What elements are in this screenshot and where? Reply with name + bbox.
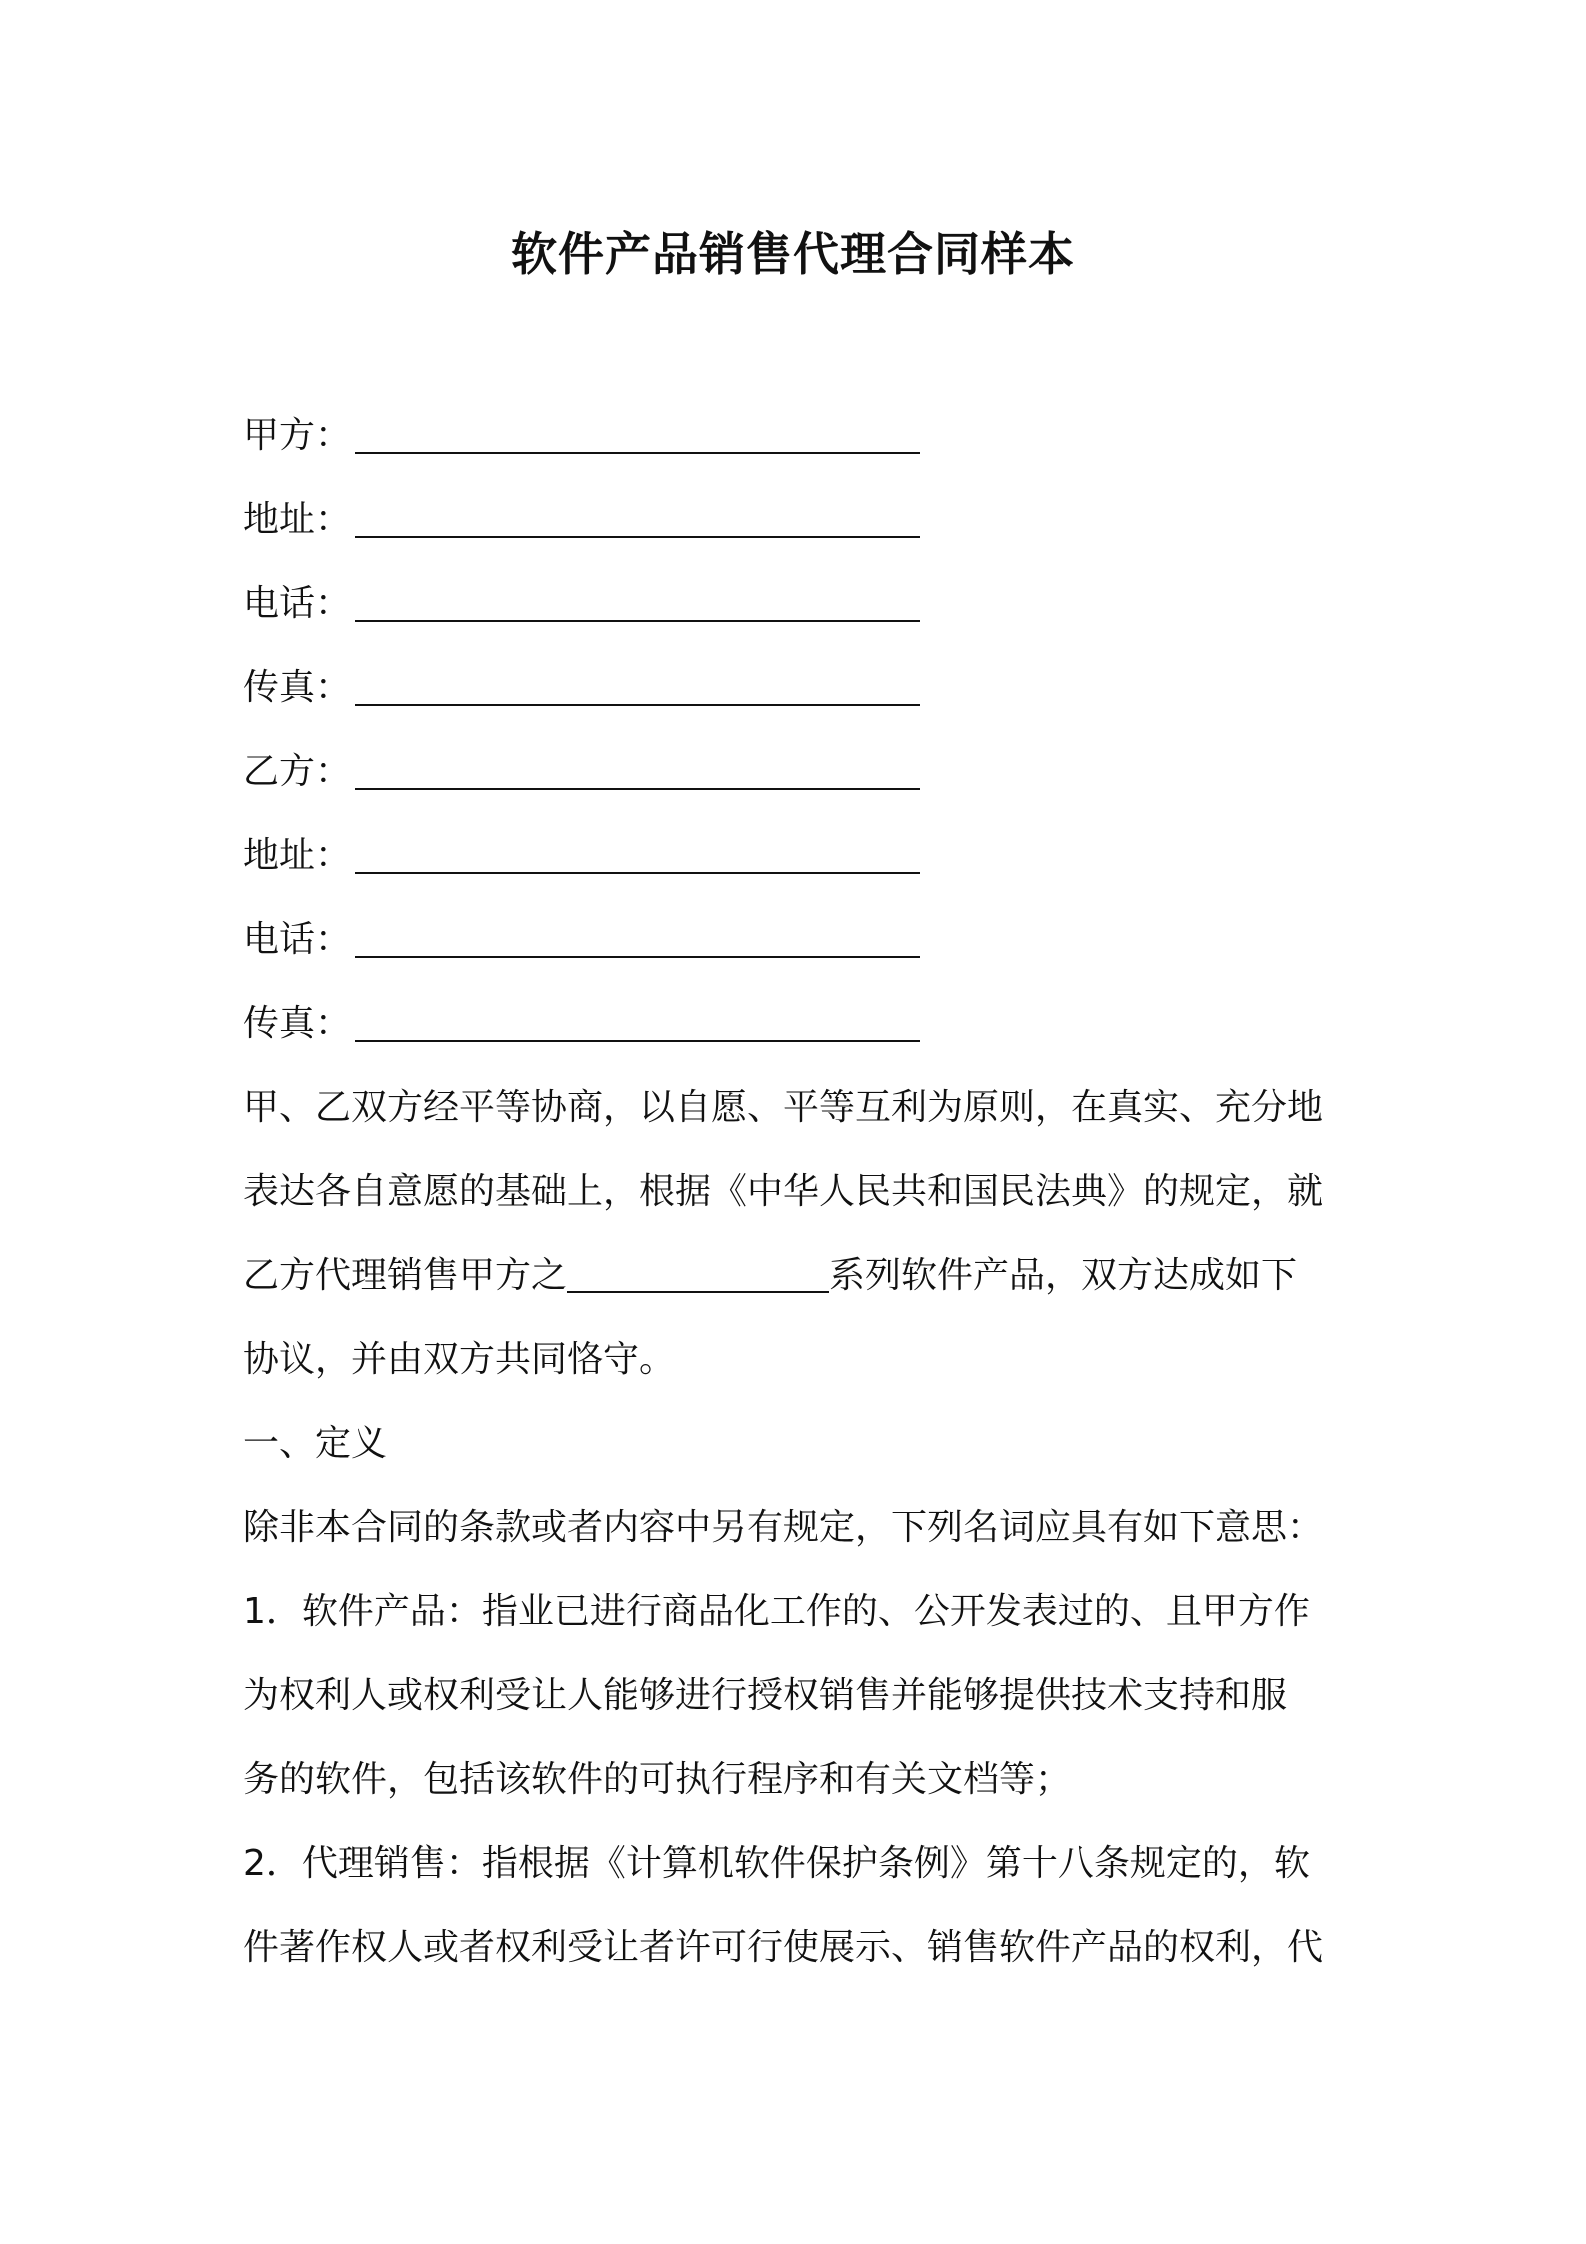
definition-line: 为权利人或权利受让人能够进行授权销售并能够提供技术支持和服 — [243, 1675, 1288, 1716]
blank-line — [355, 910, 920, 970]
preamble-line: 甲、乙双方经平等协商，以自愿、平等互利为原则，在真实、充分地 — [243, 1087, 1324, 1128]
definition-line: 件著作权人或者权利受让者许可行使展示、销售软件产品的权利，代 — [243, 1927, 1324, 1968]
document-title: 软件产品销售代理合同样本 — [511, 227, 1075, 281]
blank-line — [355, 826, 920, 886]
party-b-fax-field — [243, 994, 351, 1054]
field-label: 传真： — [243, 1003, 352, 1044]
blank-line — [355, 994, 920, 1054]
section-definitions — [243, 1402, 1353, 1990]
preamble-text: 乙方代理销售甲方之 — [243, 1255, 568, 1296]
preamble-text: 系列软件产品，双方达成如下 — [829, 1255, 1298, 1296]
field-label: 甲方： — [243, 415, 352, 456]
field-label: 地址： — [243, 499, 352, 540]
preamble-line — [243, 1234, 1353, 1318]
section-heading: 一、定义 — [243, 1423, 388, 1464]
blank-line — [355, 742, 920, 802]
party-a-fax-field — [243, 658, 351, 718]
definition-line: 2．代理销售：指根据《计算机软件保护条例》第十八条规定的，软 — [243, 1843, 1310, 1884]
definition-line: 务的软件，包括该软件的可执行程序和有关文档等； — [243, 1759, 1072, 1800]
party-b-phone-field — [243, 910, 351, 970]
party-b-field — [243, 742, 351, 802]
section-intro: 除非本合同的条款或者内容中另有规定，下列名词应具有如下意思： — [243, 1507, 1324, 1548]
blank-line — [355, 658, 920, 718]
blank-line — [355, 406, 920, 466]
preamble-paragraph — [243, 1066, 1353, 1402]
field-label: 电话： — [243, 583, 352, 624]
blank-line — [355, 490, 920, 550]
party-a-phone-field — [243, 574, 351, 634]
field-label: 乙方： — [243, 751, 352, 792]
preamble-line: 协议，并由双方共同恪守。 — [243, 1339, 676, 1380]
party-a-field — [243, 406, 351, 466]
product-series-blank — [567, 1247, 829, 1287]
party-a-address-field — [243, 490, 351, 550]
field-label: 电话： — [243, 919, 352, 960]
blank-line — [355, 574, 920, 634]
field-label: 地址： — [243, 835, 352, 876]
preamble-line: 表达各自意愿的基础上，根据《中华人民共和国民法典》的规定，就 — [243, 1171, 1324, 1212]
field-label: 传真： — [243, 667, 352, 708]
party-b-address-field — [243, 826, 351, 886]
definition-line: 1．软件产品：指业已进行商品化工作的、公开发表过的、且甲方作 — [243, 1591, 1310, 1632]
